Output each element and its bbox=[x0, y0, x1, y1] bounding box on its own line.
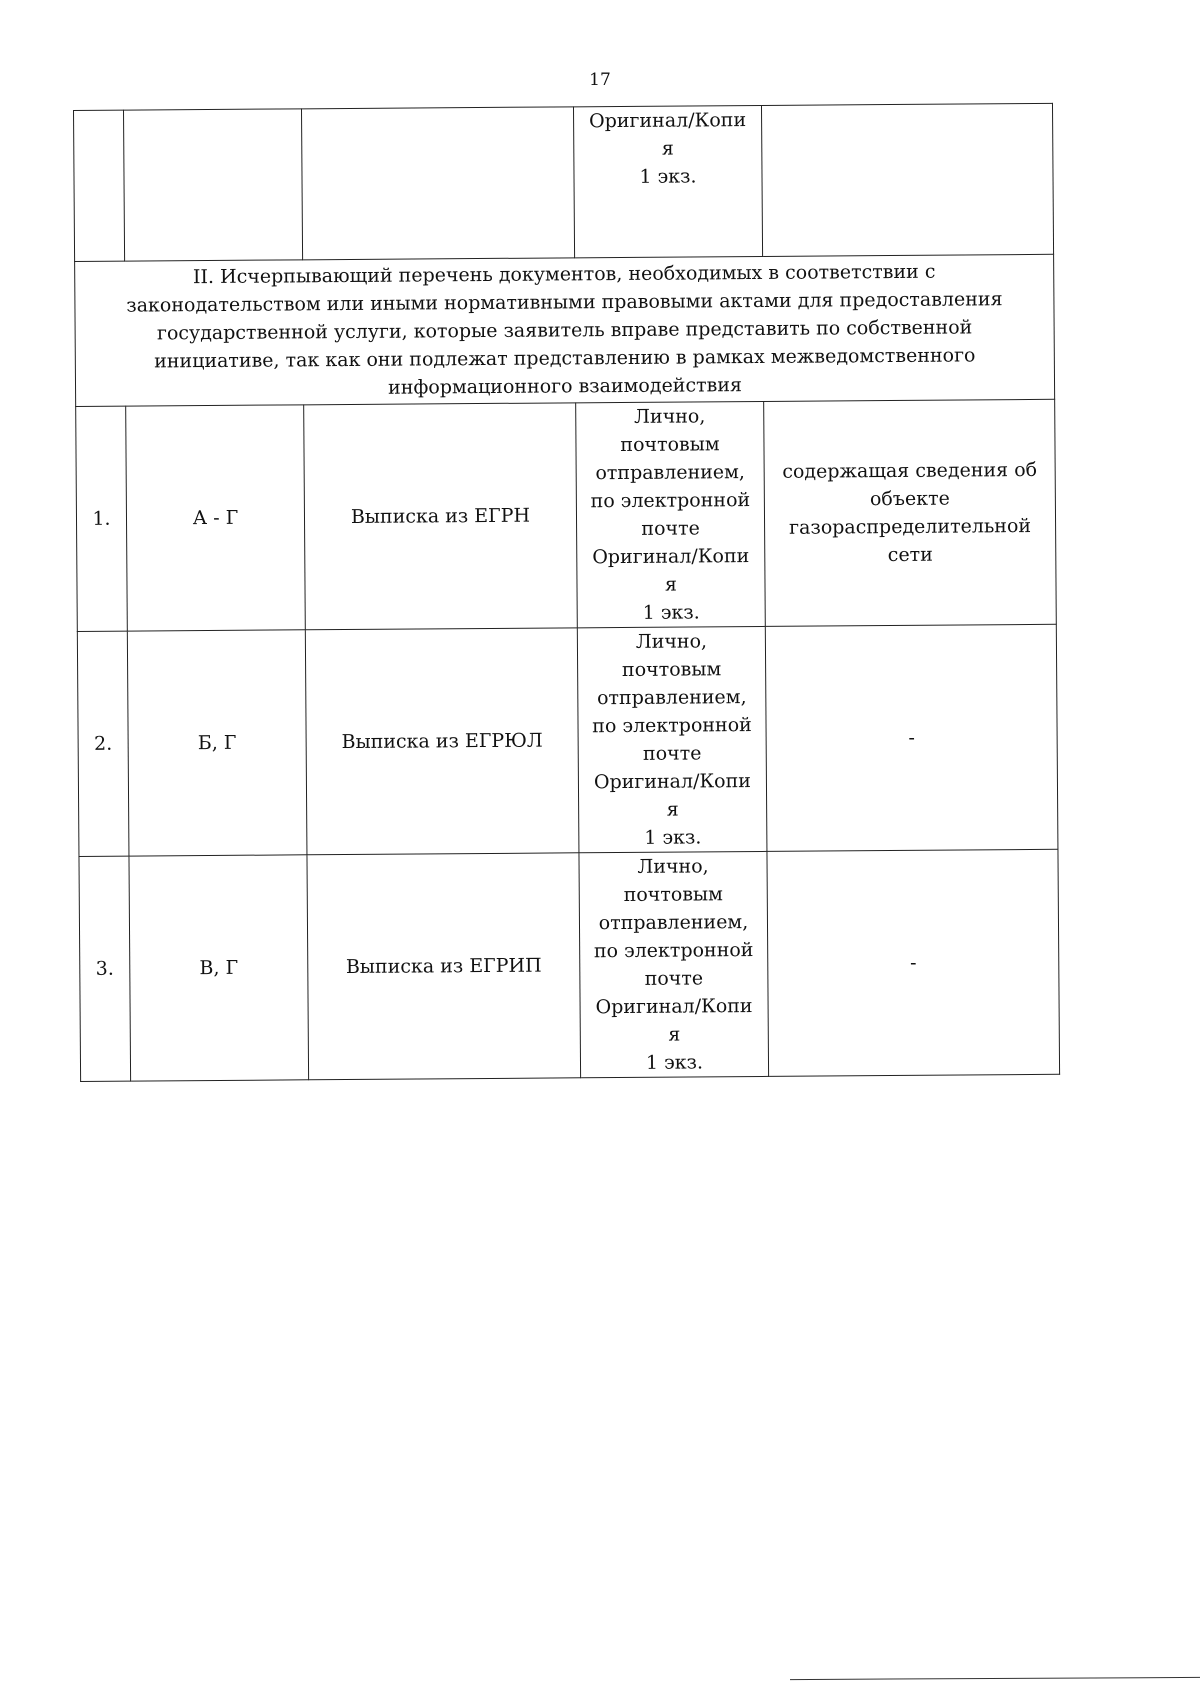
method-line: по электронной bbox=[590, 489, 751, 513]
cell-category: Б, Г bbox=[127, 630, 307, 856]
method-line: Оригинал/Копи bbox=[589, 109, 747, 133]
method-line: почте bbox=[644, 967, 704, 990]
cell-number: 3. bbox=[79, 856, 131, 1081]
cell-method bbox=[579, 851, 769, 1077]
cell-document bbox=[301, 107, 574, 260]
table-row bbox=[79, 849, 1060, 1081]
table-row bbox=[77, 624, 1058, 856]
method-line: почтовым bbox=[623, 883, 723, 906]
cell-method bbox=[576, 401, 766, 627]
cell-note: - bbox=[767, 849, 1060, 1076]
method-line: Оригинал/Копи bbox=[592, 545, 750, 569]
cell-document: Выписка из ЕГРН bbox=[304, 403, 578, 630]
method-line: отправлением, bbox=[596, 686, 747, 710]
footer-rule bbox=[790, 1677, 1200, 1680]
cell-number: 2. bbox=[77, 631, 129, 856]
method-line: 1 экз. bbox=[645, 1051, 704, 1074]
cell-category bbox=[124, 109, 303, 261]
method-line: почтовым bbox=[621, 658, 722, 681]
page-number: 17 bbox=[589, 70, 611, 90]
section-heading: II. Исчерпывающий перечень документов, необходимых в соответствии с законодательством или иными нормативными правовыми актами для предоставления государственной услуги, которые заявитель вправе представить по собственной инициативе, так как они подлежат представлению в рамках межведомственного информационного взаимодействия bbox=[75, 254, 1055, 406]
method-line: почтовым bbox=[620, 433, 720, 456]
method-line: почте bbox=[641, 517, 700, 540]
cell-document: Выписка из ЕГРИП bbox=[307, 853, 581, 1080]
method-line: отправлением, bbox=[595, 461, 746, 485]
method-line: Оригинал/Копи bbox=[595, 995, 753, 1019]
method-line: 1 экз. bbox=[644, 826, 702, 849]
section-heading-row bbox=[75, 254, 1055, 406]
documents-table bbox=[73, 103, 1060, 1082]
method-line: отправлением, bbox=[598, 911, 749, 935]
method-line: Лично, bbox=[634, 405, 706, 428]
method-line: почте bbox=[642, 742, 702, 765]
method-line: 1 экз. bbox=[639, 165, 697, 188]
method-line: Оригинал/Копи bbox=[593, 770, 752, 794]
cell-method bbox=[573, 105, 762, 257]
cell-note: содержащая сведения об объекте газораспределительной сети bbox=[764, 399, 1057, 626]
cell-category: А - Г bbox=[126, 405, 306, 631]
method-line: я bbox=[668, 1023, 681, 1046]
method-line: я bbox=[664, 573, 678, 596]
method-line: по электронной bbox=[592, 714, 752, 738]
cell-method bbox=[577, 626, 767, 852]
cell-number bbox=[74, 110, 125, 261]
method-line: по электронной bbox=[593, 939, 754, 963]
cell-number: 1. bbox=[76, 406, 128, 631]
table-row-continued bbox=[74, 103, 1054, 261]
cell-document: Выписка из ЕГРЮЛ bbox=[305, 628, 579, 855]
cell-note: - bbox=[765, 624, 1058, 851]
method-line: я bbox=[666, 798, 679, 821]
method-line: 1 экз. bbox=[642, 601, 700, 624]
method-line: Лично, bbox=[635, 630, 708, 653]
method-line: я bbox=[661, 137, 674, 160]
cell-category: В, Г bbox=[129, 855, 309, 1081]
table-row bbox=[76, 399, 1057, 631]
method-line: Лично, bbox=[637, 855, 709, 878]
cell-note bbox=[761, 103, 1053, 256]
